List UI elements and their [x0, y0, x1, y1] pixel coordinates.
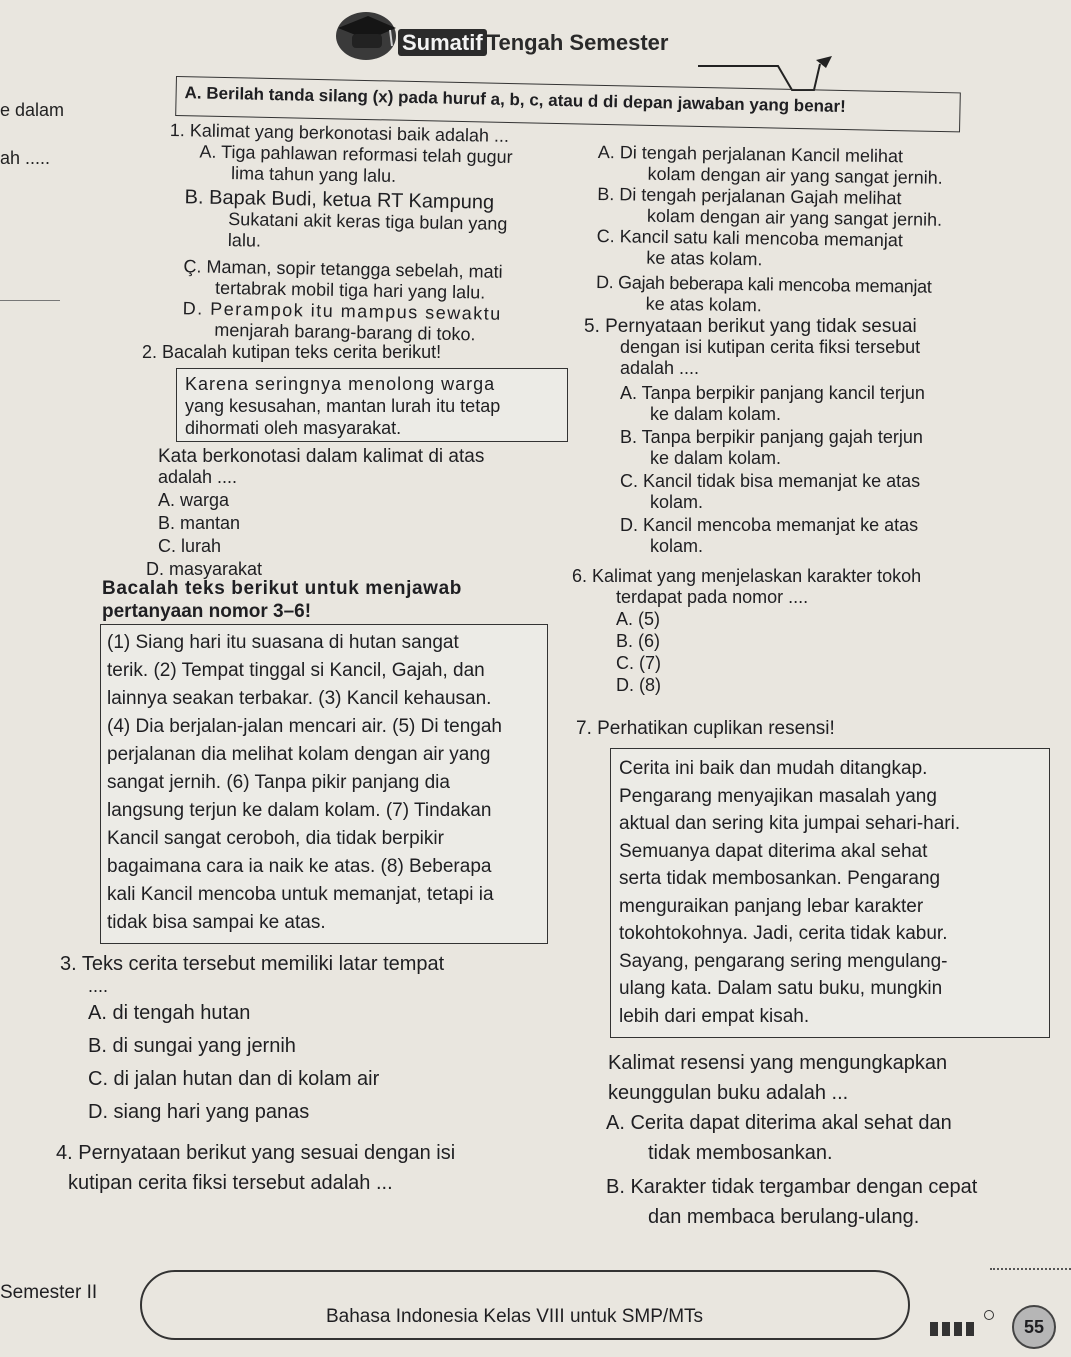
- passage-line: kali Kancil mencoba untuk memanjat, tetapi ia: [107, 884, 494, 905]
- q2-question-2: adalah ....: [158, 467, 238, 487]
- q7-stem: 7. Perhatikan cuplikan resensi!: [576, 718, 835, 739]
- left-margin-divider: [0, 300, 60, 301]
- question-3: [60, 952, 444, 1129]
- q2-body: [146, 446, 485, 580]
- q2-quote-line-2: yang kesusahan, mantan lurah itu tetap: [185, 396, 501, 416]
- q1-option-c-2: tertabrak mobil tiga hari yang lalu.: [214, 277, 486, 303]
- q4-option-a-1[interactable]: A. Di tengah perjalanan Kancil melihat: [597, 142, 904, 167]
- q4-option-d-1[interactable]: D. Gajah beberapa kali mencoba memanjat: [595, 271, 932, 297]
- passage-line: (4) Dia berjalan-jalan mencari air. (5) Di tengah: [107, 716, 502, 737]
- q5-option-b-1[interactable]: B. Tanpa berpikir panjang gajah terjun: [620, 427, 923, 447]
- footer-book-title: Bahasa Indonesia Kelas VIII untuk SMP/MTs: [140, 1270, 910, 1340]
- left-margin-text-2: ah .....: [0, 148, 51, 168]
- q1-option-b-2: Sukatani akit keras tiga bulan yang: [228, 209, 508, 234]
- q5-option-a-2: ke dalam kolam.: [650, 404, 782, 424]
- q3-stem-2: ....: [88, 976, 109, 996]
- q5-option-b-2: ke dalam kolam.: [650, 448, 782, 468]
- review-line: Cerita ini baik dan mudah ditangkap.: [619, 758, 928, 779]
- q1-option-d-2: menjarah barang-barang di toko.: [214, 319, 476, 345]
- q1-option-a-1[interactable]: A. Tiga pahlawan reformasi telah gugur: [199, 141, 513, 167]
- q4-options: [596, 142, 944, 319]
- q6-stem-1: 6. Kalimat yang menjelaskan karakter tokoh: [572, 566, 922, 586]
- question-6: [572, 566, 921, 696]
- footer-bars-decoration: [930, 1318, 978, 1338]
- review-box: [610, 748, 1050, 1038]
- q2-option-a[interactable]: A. warga: [158, 490, 230, 510]
- q1-option-b-3: lalu.: [227, 230, 262, 251]
- q2-stem: 2. Bacalah kutipan teks cerita berikut!: [142, 342, 442, 362]
- q4-option-d-2: ke atas kolam.: [645, 293, 762, 316]
- q5-option-a-1[interactable]: A. Tanpa berpikir panjang kancil terjun: [620, 383, 925, 403]
- q5-stem-1: 5. Pernyataan berikut yang tidak sesuai: [584, 316, 917, 337]
- q6-option-c[interactable]: C. (7): [616, 653, 661, 673]
- q2-quote-line-1: Karena seringnya menolong warga: [185, 374, 496, 394]
- q1-option-a-2: lima tahun yang lalu.: [230, 163, 397, 186]
- review-line: Semuanya dapat diterima akal sehat: [619, 840, 928, 862]
- passage-line: tidak bisa sampai ke atas.: [107, 912, 326, 933]
- passage-line: bagaimana cara ia naik ke atas. (8) Beberapa: [107, 856, 492, 877]
- q3-stem-1: 3. Teks cerita tersebut memiliki latar tempat: [60, 953, 445, 975]
- passage-line: terik. (2) Tempat tinggal si Kancil, Gajah, dan: [107, 660, 485, 681]
- q6-stem-2: terdapat pada nomor ....: [616, 587, 809, 607]
- instruction-bar: A. Berilah tanda silang (x) pada huruf a, b, c, atau d di depan jawaban yang benar!: [175, 76, 961, 132]
- q1-option-c-1[interactable]: Ç. Maman, sopir tetangga sebelah, mati: [183, 256, 503, 282]
- header-title: [398, 30, 668, 56]
- review-line: Pengarang menyajikan masalah yang: [619, 785, 937, 807]
- q7-question-2: keunggulan buku adalah ...: [608, 1082, 849, 1104]
- q5-stem-2: dengan isi kutipan cerita fiksi tersebut: [620, 337, 921, 357]
- q4-stem-2: kutipan cerita fiksi tersebut adalah ...: [68, 1172, 393, 1194]
- q1-stem: 1. Kalimat yang berkonotasi baik adalah ...: [169, 120, 510, 146]
- q5-option-d-1[interactable]: D. Kancil mencoba memanjat ke atas: [620, 515, 919, 535]
- q4-option-b-2: kolam dengan air yang sangat jernih.: [646, 205, 943, 230]
- q1-option-d-1[interactable]: D. Perampok itu mampus sewaktu: [182, 298, 502, 324]
- q6-option-a[interactable]: A. (5): [616, 609, 661, 629]
- q6-option-b[interactable]: B. (6): [616, 631, 661, 651]
- q2-option-c[interactable]: C. lurah: [158, 536, 222, 556]
- review-line: serta tidak membosankan. Pengarang: [619, 868, 941, 889]
- q2-option-d[interactable]: D. masyarakat: [146, 559, 263, 579]
- q4-option-a-2: kolam dengan air yang sangat jernih.: [647, 163, 943, 188]
- passage-intro: [102, 578, 462, 622]
- footer-dotted-line: [990, 1268, 1071, 1272]
- review-line: ulang kata. Dalam satu buku, mungkin: [619, 978, 943, 999]
- q2-question-1: Kata berkonotasi dalam kalimat di atas: [158, 446, 485, 467]
- footer-small-circle: [984, 1310, 994, 1320]
- q2-option-b[interactable]: B. mantan: [158, 513, 241, 533]
- q4-option-c-1[interactable]: C. Kancil satu kali mencoba memanjat: [596, 225, 903, 251]
- passage-line: langsung terjun ke dalam kolam. (7) Tindakan: [107, 800, 492, 821]
- review-line: Sayang, pengarang sering mengulang-: [619, 950, 948, 972]
- q3-option-b[interactable]: B. di sungai yang jernih: [88, 1035, 296, 1057]
- review-line: tokohtokohnya. Jadi, cerita tidak kabur.: [619, 923, 948, 944]
- passage-line: perjalanan dia melihat kolam dengan air yang: [107, 744, 491, 765]
- question-5: [584, 316, 925, 557]
- passage-line: lainnya seakan terbakar. (3) Kancil kehausan.: [107, 688, 492, 709]
- q5-stem-3: adalah ....: [620, 358, 700, 378]
- q4-option-b-1[interactable]: B. Di tengah perjalanan Gajah melihat: [597, 183, 902, 209]
- passage-intro-1: Bacalah teks berikut untuk menjawab: [102, 578, 462, 599]
- footer-semester: Semester II: [0, 1282, 98, 1303]
- q6-option-d[interactable]: D. (8): [616, 675, 661, 695]
- passage-line: Kancil sangat ceroboh, dia tidak berpikir: [107, 828, 444, 849]
- q1-option-b-1[interactable]: B. Bapak Budi, ketua RT Kampung: [184, 186, 495, 214]
- header-title-rest: Tengah Semester: [486, 30, 669, 55]
- header-title-highlight: Sumatif: [398, 29, 487, 56]
- review-line: lebih dari empat kisah.: [619, 1005, 810, 1027]
- passage-line: (1) Siang hari itu suasana di hutan sangat: [107, 632, 459, 653]
- q7-option-a-2: tidak membosankan.: [648, 1142, 833, 1164]
- q5-option-c-1[interactable]: C. Kancil tidak bisa memanjat ke atas: [620, 471, 921, 491]
- q7-option-a-1[interactable]: A. Cerita dapat diterima akal sehat dan: [606, 1112, 952, 1134]
- q5-option-d-2: kolam.: [650, 536, 704, 556]
- q2-quote-box: [176, 368, 568, 442]
- passage-box: [100, 624, 548, 944]
- q4-option-c-2: ke atas kolam.: [646, 247, 763, 270]
- q7-body: [606, 1048, 977, 1232]
- review-line: aktual dan sering kita jumpai sehari-hari.: [619, 813, 961, 834]
- q3-option-d[interactable]: D. siang hari yang panas: [88, 1101, 310, 1123]
- question-7: [576, 718, 835, 739]
- q5-option-c-2: kolam.: [650, 492, 704, 512]
- left-margin-text-1: e dalam: [0, 100, 65, 120]
- graduation-cap-icon: [330, 6, 400, 64]
- q2-quote-line-3: dihormati oleh masyarakat.: [185, 418, 402, 438]
- page-number: 55: [1012, 1305, 1056, 1349]
- q4-stem-1: 4. Pernyataan berikut yang sesuai dengan isi: [56, 1142, 456, 1164]
- question-4: [56, 1138, 455, 1198]
- q7-question-1: Kalimat resensi yang mengungkapkan: [608, 1052, 948, 1074]
- q7-option-b-1[interactable]: B. Karakter tidak tergambar dengan cepat: [606, 1176, 978, 1198]
- review-line: menguraikan panjang lebar karakter: [619, 895, 924, 917]
- question-2: [142, 342, 441, 363]
- q3-option-a[interactable]: A. di tengah hutan: [88, 1002, 251, 1024]
- question-1: [166, 120, 513, 346]
- q7-option-b-2: dan membaca berulang-ulang.: [648, 1206, 920, 1228]
- passage-intro-2: pertanyaan nomor 3–6!: [102, 601, 312, 622]
- passage-line: sangat jernih. (6) Tanpa pikir panjang dia: [107, 772, 450, 793]
- q3-option-c[interactable]: C. di jalan hutan dan di kolam air: [88, 1068, 380, 1090]
